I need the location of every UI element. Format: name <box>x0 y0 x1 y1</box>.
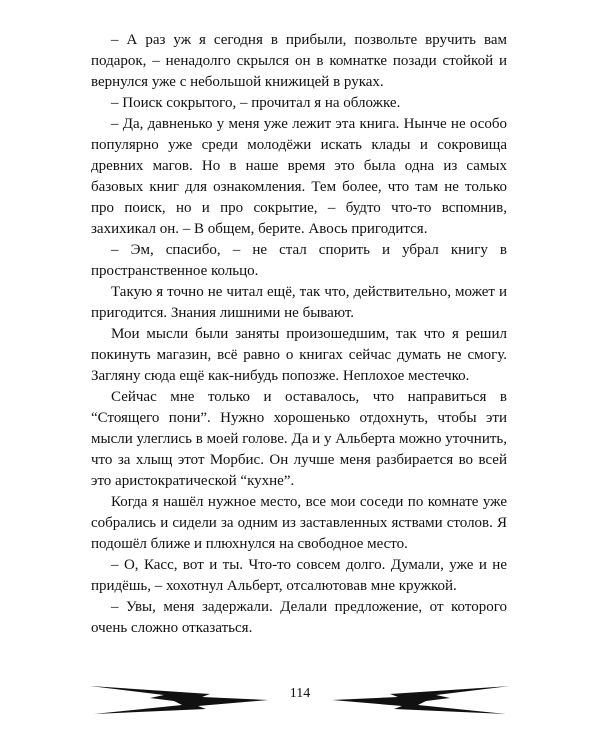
page-number: 114 <box>289 686 311 701</box>
paragraph-8: Когда я нашёл нужное место, все мои соседи по комнате уже собрались и сидели за одним из заставленных яствами столов. Я подошёл ближе и плюхнулся на свободное место. <box>91 494 507 552</box>
paragraph-9: – О, Касс, вот и ты. Что-то совсем долго. Думали, уже и не придёшь, – хохотнул Альберт, отсалютовав мне кружкой. <box>91 557 507 594</box>
paragraph-10: – Увы, меня задержали. Делали предложение, от которого очень сложно отказаться. <box>91 599 507 636</box>
paragraph-5: Такую я точно не читал ещё, так что, действительно, может и пригодится. Знания лишними не бывают. <box>91 284 507 321</box>
paragraph-7: Сейчас мне только и оставалось, что направиться в “Стоящего пони”. Нужно хорошенько отдохнуть, чтобы эти мысли улеглись в моей голове. Да и у Альберта можно уточнить, что за хлыщ этот Морбис. Он лучше меня разбирается во всей это аристократической “кухне”. <box>91 389 507 489</box>
paragraph-1: – А раз уж я сегодня в прибыли, позвольте вручить вам подарок, – ненадолго скрылся он в комнатке позади стойкой и вернулся уже с небольшой книжицей в руках. <box>91 32 507 90</box>
body-text <box>91 30 507 639</box>
paragraph-6: Мои мысли были заняты произошедшим, так что я решил покинуть магазин, всё равно о книгах сейчас думать не смогу. Загляну сюда ещё как-нибудь попозже. Неплохое местечко. <box>91 326 507 384</box>
paragraph-3: – Да, давненько у меня уже лежит эта книга. Нынче не особо популярно уже среди молодёжи искать клады и сокровища древних магов. Но в наше время это была одна из самых базовых книг для ознакомления. Тем более, что там не только про поиск, но и про сокрытие, – будто что-то вспомнив, захихикал он. – В общем, берите. Авось пригодится. <box>91 116 507 237</box>
paragraph-4: – Эм, спасибо, – не стал спорить и убрал книгу в пространственное кольцо. <box>91 242 507 279</box>
page-footer <box>90 684 510 716</box>
paragraph-2: – Поиск сокрытого, – прочитал я на обложке. <box>111 95 401 111</box>
